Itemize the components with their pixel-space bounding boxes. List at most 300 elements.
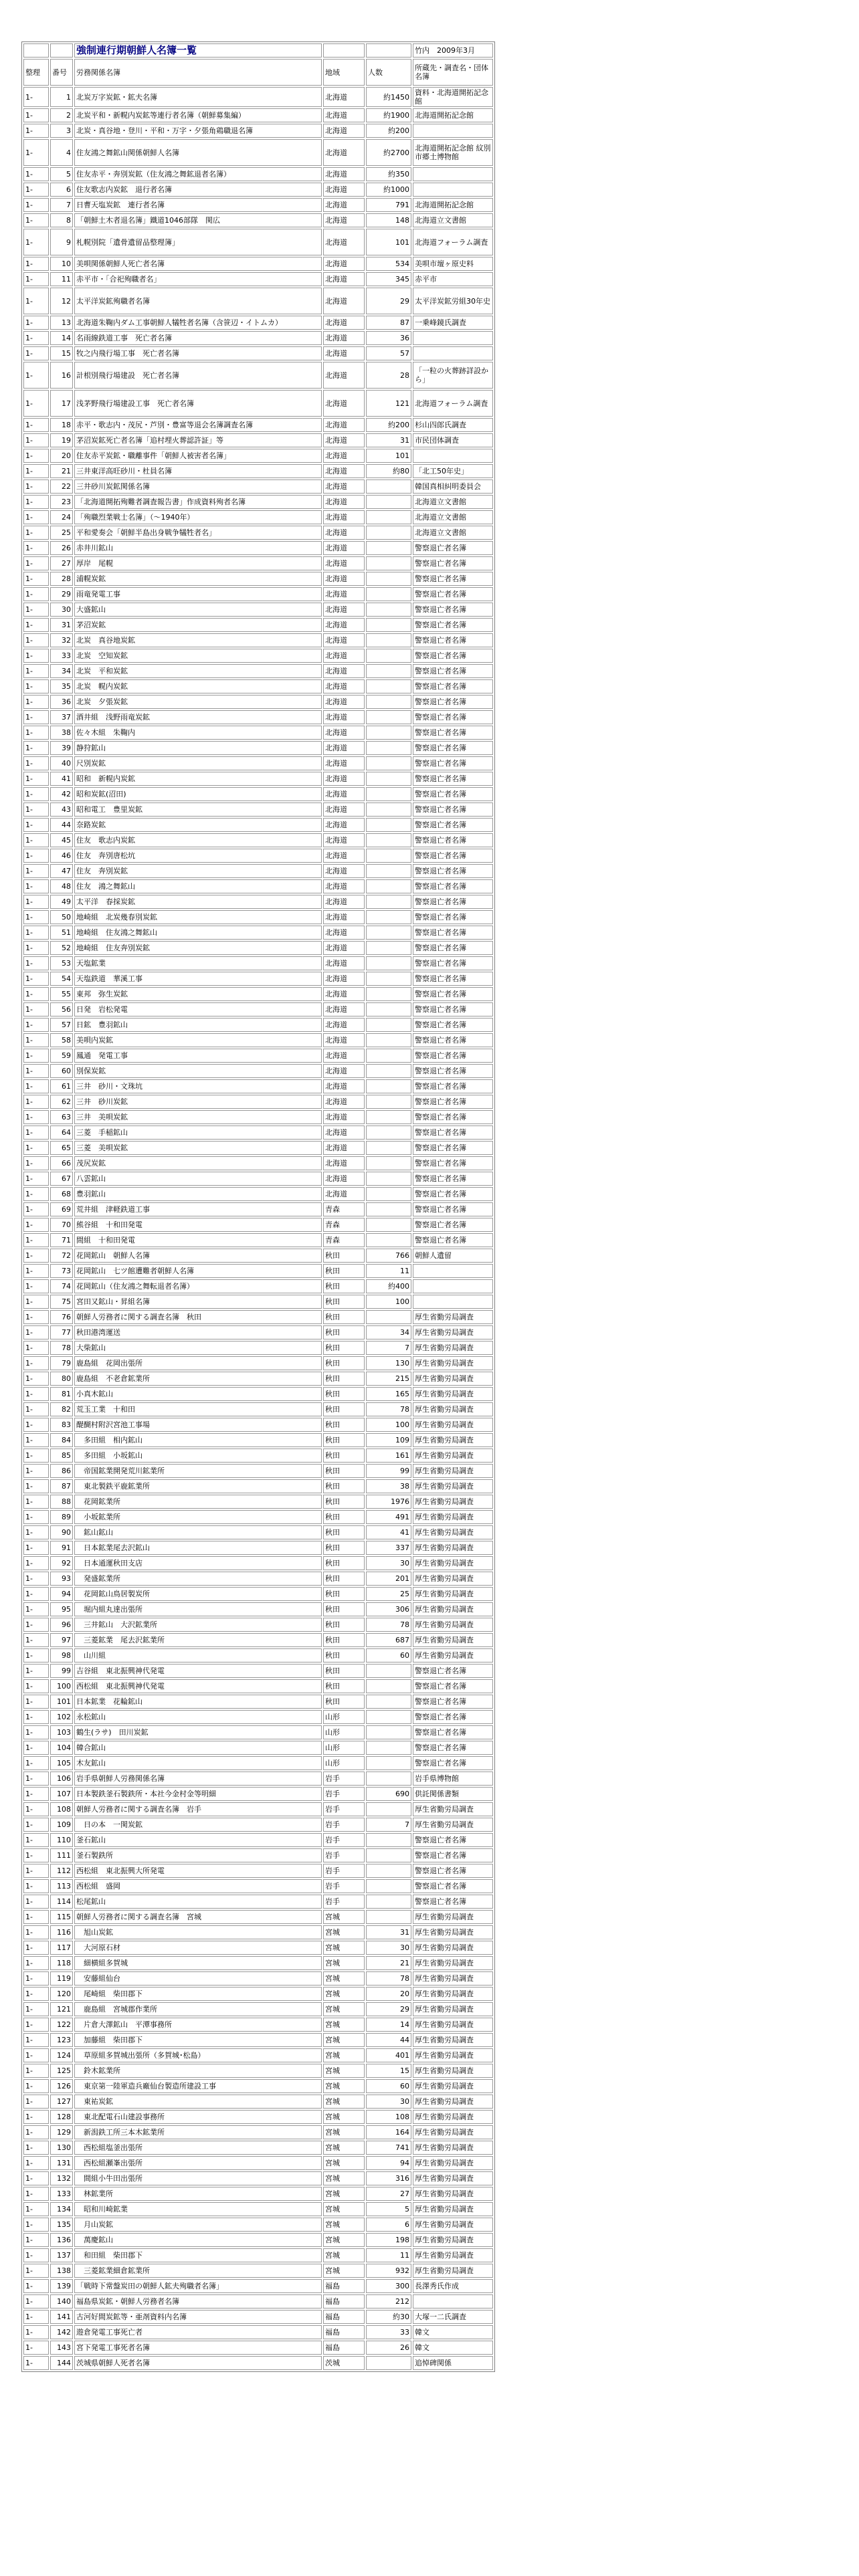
row-area: 北海道 xyxy=(323,541,365,555)
table-row xyxy=(23,2233,493,2247)
table-row xyxy=(23,833,493,847)
row-roster-name: 西松組 盛岡 xyxy=(74,1879,322,1893)
table-row xyxy=(23,1833,493,1847)
row-source: 警察退亡者名簿 xyxy=(413,1895,493,1909)
row-area: 秋田 xyxy=(323,1418,365,1432)
row-number: 6 xyxy=(50,183,73,197)
table-row xyxy=(23,1695,493,1709)
row-area: 北海道 xyxy=(323,495,365,509)
row-source: 厚生省勤労局調査 xyxy=(413,1971,493,1985)
row-number: 29 xyxy=(50,587,73,601)
row-count: 57 xyxy=(366,346,411,360)
row-area: 北海道 xyxy=(323,87,365,107)
row-count: 164 xyxy=(366,2125,411,2139)
row-roster-name: 大盛鉱山 xyxy=(74,603,322,617)
row-segment: 1- xyxy=(23,167,49,181)
row-source: 厚生省勤労局調査 xyxy=(413,1479,493,1493)
row-source: 北海道開拓記念館 xyxy=(413,198,493,212)
row-area: 北海道 xyxy=(323,331,365,345)
row-number: 8 xyxy=(50,213,73,227)
row-source: 厚生省勤労局調査 xyxy=(413,2233,493,2247)
row-count: 130 xyxy=(366,1356,411,1370)
table-row xyxy=(23,464,493,478)
row-area: 秋田 xyxy=(323,1541,365,1555)
row-roster-name: 「北海道開拓殉難者調査報告書」作成資料殉者名簿 xyxy=(74,495,322,509)
row-roster-name: 発盛鉱業所 xyxy=(74,1572,322,1586)
row-count: 60 xyxy=(366,2079,411,2093)
row-segment: 1- xyxy=(23,1510,49,1524)
row-count: 7 xyxy=(366,1341,411,1355)
row-count: 201 xyxy=(366,1572,411,1586)
row-number: 48 xyxy=(50,879,73,893)
row-area: 北海道 xyxy=(323,849,365,863)
row-roster-name: 美唄関係朝鮮人死亡者名簿 xyxy=(74,257,322,271)
row-number: 123 xyxy=(50,2033,73,2047)
row-number: 82 xyxy=(50,1402,73,1416)
row-area: 秋田 xyxy=(323,1679,365,1693)
row-number: 143 xyxy=(50,2341,73,2355)
row-roster-name: 太平洋炭鉱殉職者名簿 xyxy=(74,288,322,314)
roster-table-body xyxy=(23,43,493,2370)
row-source: 厚生省勤労局調査 xyxy=(413,1572,493,1586)
row-number: 111 xyxy=(50,1848,73,1862)
row-segment: 1- xyxy=(23,2325,49,2339)
row-area: 北海道 xyxy=(323,710,365,724)
row-roster-name: 和田組 柴田郡下 xyxy=(74,2248,322,2262)
row-segment: 1- xyxy=(23,2187,49,2201)
row-number: 80 xyxy=(50,1372,73,1386)
row-roster-name: 永松鉱山 xyxy=(74,1710,322,1724)
row-roster-name: 牧之内飛行場工事 死亡者名簿 xyxy=(74,346,322,360)
row-number: 73 xyxy=(50,1264,73,1278)
table-row xyxy=(23,603,493,617)
row-count: 約350 xyxy=(366,167,411,181)
row-segment: 1- xyxy=(23,541,49,555)
row-source: 警察退亡者名簿 xyxy=(413,1156,493,1170)
title-blank-cell xyxy=(323,43,365,58)
row-area: 福島 xyxy=(323,2294,365,2309)
row-number: 4 xyxy=(50,139,73,166)
row-number: 83 xyxy=(50,1418,73,1432)
row-source: 警察退亡者名簿 xyxy=(413,618,493,632)
table-row xyxy=(23,1064,493,1078)
table-row xyxy=(23,1125,493,1140)
row-area: 北海道 xyxy=(323,895,365,909)
row-roster-name: 日鉱 豊羽鉱山 xyxy=(74,1018,322,1032)
row-source: 警察退亡者名簿 xyxy=(413,664,493,678)
table-row xyxy=(23,1572,493,1586)
row-roster-name: 赤井川鉱山 xyxy=(74,541,322,555)
row-number: 33 xyxy=(50,649,73,663)
row-number: 98 xyxy=(50,1648,73,1662)
row-number: 124 xyxy=(50,2048,73,2062)
row-area: 秋田 xyxy=(323,1448,365,1463)
table-row xyxy=(23,1295,493,1309)
row-count xyxy=(366,618,411,632)
row-source xyxy=(413,2294,493,2309)
table-row xyxy=(23,926,493,940)
row-number: 11 xyxy=(50,272,73,286)
row-roster-name: 帝国鉱業開発荒川鉱業所 xyxy=(74,1464,322,1478)
row-count: 687 xyxy=(366,1633,411,1647)
row-roster-name: 赤平・歌志内・茂尻・芦別・豊富等退会名簿調査名簿 xyxy=(74,418,322,432)
row-roster-name: 計根別飛行場建設 死亡者名簿 xyxy=(74,362,322,389)
row-area: 秋田 xyxy=(323,1356,365,1370)
row-count: 108 xyxy=(366,2110,411,2124)
row-count: 148 xyxy=(366,213,411,227)
title-blank-cell xyxy=(23,43,49,58)
row-roster-name: 鹿島組 花岡出張所 xyxy=(74,1356,322,1370)
row-roster-name: 山川組 xyxy=(74,1648,322,1662)
row-number: 38 xyxy=(50,726,73,740)
row-segment: 1- xyxy=(23,495,49,509)
row-number: 64 xyxy=(50,1125,73,1140)
header-row xyxy=(23,59,493,86)
row-area: 岩手 xyxy=(323,1802,365,1816)
table-row xyxy=(23,1772,493,1786)
row-count xyxy=(366,972,411,986)
table-row xyxy=(23,346,493,360)
row-roster-name: 地崎組 住友奔別炭鉱 xyxy=(74,941,322,955)
row-segment: 1- xyxy=(23,756,49,770)
table-row xyxy=(23,1848,493,1862)
row-area: 秋田 xyxy=(323,1433,365,1447)
row-roster-name: 八雲鉱山 xyxy=(74,1172,322,1186)
row-roster-name: 西松組 東北振興大所発電 xyxy=(74,1864,322,1878)
row-area: 北海道 xyxy=(323,390,365,417)
row-segment: 1- xyxy=(23,1633,49,1647)
row-area: 北海道 xyxy=(323,572,365,586)
row-area: 秋田 xyxy=(323,1264,365,1278)
row-number: 55 xyxy=(50,987,73,1001)
row-number: 16 xyxy=(50,362,73,389)
row-segment: 1- xyxy=(23,2095,49,2109)
row-roster-name: 小真木鉱山 xyxy=(74,1387,322,1401)
row-number: 94 xyxy=(50,1587,73,1601)
row-segment: 1- xyxy=(23,1479,49,1493)
row-count: 78 xyxy=(366,1402,411,1416)
row-segment: 1- xyxy=(23,1402,49,1416)
row-number: 102 xyxy=(50,1710,73,1724)
row-roster-name: 萬慶鉱山 xyxy=(74,2233,322,2247)
row-number: 36 xyxy=(50,695,73,709)
row-count xyxy=(366,1910,411,1924)
row-count xyxy=(366,772,411,786)
row-number: 116 xyxy=(50,1925,73,1939)
row-number: 37 xyxy=(50,710,73,724)
title-blank-cell xyxy=(50,43,73,58)
row-segment: 1- xyxy=(23,1002,49,1016)
row-number: 74 xyxy=(50,1279,73,1293)
row-area: 北海道 xyxy=(323,772,365,786)
row-source: 北海道開拓記念館 xyxy=(413,108,493,122)
row-source: 警察退亡者名簿 xyxy=(413,802,493,817)
row-segment: 1- xyxy=(23,787,49,801)
row-source: 厚生省勤労局調査 xyxy=(413,1818,493,1832)
column-header-source: 所蔵先・調査名・団体名簿 xyxy=(413,59,493,86)
row-source xyxy=(413,346,493,360)
row-source: 厚生省勤労局調査 xyxy=(413,2110,493,2124)
table-row xyxy=(23,2079,493,2093)
row-roster-name: 三井砂川炭鉱関係名簿 xyxy=(74,479,322,494)
row-segment: 1- xyxy=(23,1372,49,1386)
row-segment: 1- xyxy=(23,1679,49,1693)
table-row xyxy=(23,1741,493,1755)
row-segment: 1- xyxy=(23,1910,49,1924)
row-segment: 1- xyxy=(23,1141,49,1155)
row-number: 45 xyxy=(50,833,73,847)
row-segment: 1- xyxy=(23,618,49,632)
row-source: 厚生省勤労局調査 xyxy=(413,1341,493,1355)
row-segment: 1- xyxy=(23,1802,49,1816)
row-count: 316 xyxy=(366,2171,411,2185)
table-row xyxy=(23,695,493,709)
row-area: 北海道 xyxy=(323,257,365,271)
row-segment: 1- xyxy=(23,2018,49,2032)
row-area: 北海道 xyxy=(323,108,365,122)
row-segment: 1- xyxy=(23,2356,49,2370)
row-area: 北海道 xyxy=(323,756,365,770)
row-roster-name: 朝鮮人労務者に関する調査名簿 秋田 xyxy=(74,1310,322,1324)
row-number: 137 xyxy=(50,2248,73,2262)
row-count xyxy=(366,587,411,601)
row-roster-name: 岩手県朝鮮人労務関係名簿 xyxy=(74,1772,322,1786)
row-segment: 1- xyxy=(23,2141,49,2155)
row-count xyxy=(366,910,411,924)
row-segment: 1- xyxy=(23,926,49,940)
row-area: 秋田 xyxy=(323,1249,365,1263)
row-roster-name: 木友鉱山 xyxy=(74,1756,322,1770)
row-number: 51 xyxy=(50,926,73,940)
row-roster-name: 住友赤平・奔別炭鉱（住友鴻之舞鉱退者名簿） xyxy=(74,167,322,181)
row-area: 北海道 xyxy=(323,787,365,801)
table-row xyxy=(23,2171,493,2185)
row-roster-name: 三井 砂川・文珠坑 xyxy=(74,1079,322,1093)
row-segment: 1- xyxy=(23,1725,49,1739)
row-segment: 1- xyxy=(23,1418,49,1432)
table-row xyxy=(23,664,493,678)
row-number: 56 xyxy=(50,1002,73,1016)
row-number: 135 xyxy=(50,2218,73,2232)
table-row xyxy=(23,1725,493,1739)
row-area: 岩手 xyxy=(323,1833,365,1847)
row-area: 北海道 xyxy=(323,316,365,330)
row-count xyxy=(366,710,411,724)
row-area: 山形 xyxy=(323,1725,365,1739)
row-number: 28 xyxy=(50,572,73,586)
row-count xyxy=(366,1141,411,1155)
row-number: 25 xyxy=(50,526,73,540)
row-area: 北海道 xyxy=(323,1095,365,1109)
row-source xyxy=(413,124,493,138)
table-row xyxy=(23,2156,493,2170)
row-number: 59 xyxy=(50,1049,73,1063)
row-source: 警察退亡者名簿 xyxy=(413,1864,493,1878)
table-row xyxy=(23,941,493,955)
row-count xyxy=(366,1864,411,1878)
table-row xyxy=(23,1864,493,1878)
row-count: 87 xyxy=(366,316,411,330)
row-segment: 1- xyxy=(23,1756,49,1770)
row-number: 75 xyxy=(50,1295,73,1309)
table-row xyxy=(23,1479,493,1493)
row-area: 宮城 xyxy=(323,2264,365,2278)
row-count: 101 xyxy=(366,229,411,255)
row-segment: 1- xyxy=(23,2310,49,2324)
row-area: 宮城 xyxy=(323,2125,365,2139)
table-row xyxy=(23,1971,493,1985)
row-count xyxy=(366,849,411,863)
row-roster-name: 吉谷組 東北振興神代発電 xyxy=(74,1664,322,1678)
table-row xyxy=(23,2264,493,2278)
row-count xyxy=(366,495,411,509)
row-source: 厚生省勤労局調査 xyxy=(413,2156,493,2170)
row-count: 21 xyxy=(366,1956,411,1970)
row-segment: 1- xyxy=(23,87,49,107)
row-area: 福島 xyxy=(323,2279,365,2293)
row-count xyxy=(366,726,411,740)
table-row xyxy=(23,556,493,570)
row-roster-name: 日本鉱業尾去沢鉱山 xyxy=(74,1541,322,1555)
table-row xyxy=(23,1525,493,1539)
row-source: 警察退亡者名簿 xyxy=(413,895,493,909)
table-row xyxy=(23,2248,493,2262)
author-date-cell xyxy=(413,43,493,58)
row-number: 100 xyxy=(50,1679,73,1693)
table-row xyxy=(23,331,493,345)
row-source: 警察退亡者名簿 xyxy=(413,1049,493,1063)
row-number: 91 xyxy=(50,1541,73,1555)
row-segment: 1- xyxy=(23,1971,49,1985)
row-roster-name: 三井東洋高旺砂川・杜員名簿 xyxy=(74,464,322,478)
row-segment: 1- xyxy=(23,802,49,817)
row-area: 青森 xyxy=(323,1233,365,1247)
row-segment: 1- xyxy=(23,1925,49,1939)
row-source: 厚生省勤労局調査 xyxy=(413,2033,493,2047)
row-roster-name: 東北製鉄平鹿鉱業所 xyxy=(74,1479,322,1493)
row-roster-name: 雨竜発電工事 xyxy=(74,587,322,601)
row-number: 2 xyxy=(50,108,73,122)
row-count xyxy=(366,1725,411,1739)
row-source: 警察退亡者名簿 xyxy=(413,787,493,801)
table-row xyxy=(23,818,493,832)
row-area: 北海道 xyxy=(323,124,365,138)
row-count xyxy=(366,1033,411,1047)
row-source: 警察退亡者名簿 xyxy=(413,1695,493,1709)
row-source: 厚生省勤労局調査 xyxy=(413,1402,493,1416)
row-source: 厚生省勤労局調査 xyxy=(413,2079,493,2093)
row-roster-name: 小坂鉱業所 xyxy=(74,1510,322,1524)
row-count xyxy=(366,1802,411,1816)
row-roster-name: 三菱鉱業 尾去沢鉱業所 xyxy=(74,1633,322,1647)
row-roster-name: 太平洋 春採炭鉱 xyxy=(74,895,322,909)
row-count xyxy=(366,510,411,524)
row-source: 赤平市 xyxy=(413,272,493,286)
row-count: 36 xyxy=(366,331,411,345)
row-area: 北海道 xyxy=(323,1172,365,1186)
row-number: 1 xyxy=(50,87,73,107)
row-source: 厚生省勤労局調査 xyxy=(413,1910,493,1924)
row-area: 北海道 xyxy=(323,972,365,986)
row-source xyxy=(413,331,493,345)
row-count xyxy=(366,1895,411,1909)
row-number: 81 xyxy=(50,1387,73,1401)
table-row xyxy=(23,1310,493,1324)
row-roster-name: 地崎組 北炭幾春別炭鉱 xyxy=(74,910,322,924)
row-number: 35 xyxy=(50,679,73,693)
row-area: 秋田 xyxy=(323,1695,365,1709)
row-roster-name: 東邦 弥生炭鉱 xyxy=(74,987,322,1001)
row-number: 34 xyxy=(50,664,73,678)
row-count: 300 xyxy=(366,2279,411,2293)
row-segment: 1- xyxy=(23,1156,49,1170)
row-area: 北海道 xyxy=(323,433,365,447)
row-source: 警察退亡者名簿 xyxy=(413,818,493,832)
row-segment: 1- xyxy=(23,362,49,389)
row-count: 766 xyxy=(366,1249,411,1263)
row-number: 60 xyxy=(50,1064,73,1078)
row-count: 28 xyxy=(366,362,411,389)
row-source: 警察退亡者名簿 xyxy=(413,556,493,570)
row-count: 15 xyxy=(366,2064,411,2078)
table-row xyxy=(23,633,493,647)
row-area: 北海道 xyxy=(323,288,365,314)
row-roster-name: 釜石製鉄所 xyxy=(74,1848,322,1862)
row-roster-name: 住友 歌志内炭鉱 xyxy=(74,833,322,847)
row-source: 厚生省勤労局調査 xyxy=(413,1602,493,1616)
row-segment: 1- xyxy=(23,1464,49,1478)
row-source: 厚生省勤労局調査 xyxy=(413,2264,493,2278)
row-area: 北海道 xyxy=(323,926,365,940)
row-roster-name: 宮田又鉱山・昇組名簿 xyxy=(74,1295,322,1309)
row-segment: 1- xyxy=(23,1956,49,1970)
roster-table xyxy=(21,41,495,2372)
row-area: 北海道 xyxy=(323,864,365,878)
row-area: 北海道 xyxy=(323,362,365,389)
row-source: 厚生省勤労局調査 xyxy=(413,1433,493,1447)
table-row xyxy=(23,1156,493,1170)
row-roster-name: 草原組多賀城出張所（多賀城･松島） xyxy=(74,2048,322,2062)
table-row xyxy=(23,1541,493,1555)
table-row xyxy=(23,139,493,166)
row-roster-name: 昭和川崎鉱業 xyxy=(74,2202,322,2216)
row-segment: 1- xyxy=(23,1433,49,1447)
row-segment: 1- xyxy=(23,1387,49,1401)
table-row xyxy=(23,87,493,107)
row-area: 北海道 xyxy=(323,1079,365,1093)
row-number: 13 xyxy=(50,316,73,330)
row-roster-name: 釜石鉱山 xyxy=(74,1833,322,1847)
row-source xyxy=(413,1264,493,1278)
table-row xyxy=(23,183,493,197)
row-segment: 1- xyxy=(23,633,49,647)
row-number: 3 xyxy=(50,124,73,138)
row-count xyxy=(366,1833,411,1847)
row-count: 121 xyxy=(366,390,411,417)
row-segment: 1- xyxy=(23,2279,49,2293)
row-segment: 1- xyxy=(23,1602,49,1616)
row-roster-name: 西松組塩釜出張所 xyxy=(74,2141,322,2155)
row-roster-name: 間組 十和田発電 xyxy=(74,1233,322,1247)
row-area: 北海道 xyxy=(323,272,365,286)
row-count xyxy=(366,941,411,955)
row-number: 114 xyxy=(50,1895,73,1909)
row-number: 86 xyxy=(50,1464,73,1478)
row-number: 63 xyxy=(50,1110,73,1124)
row-roster-name: 北炭 空知炭鉱 xyxy=(74,649,322,663)
row-count: 29 xyxy=(366,288,411,314)
row-source: 厚生省勤労局調査 xyxy=(413,2125,493,2139)
